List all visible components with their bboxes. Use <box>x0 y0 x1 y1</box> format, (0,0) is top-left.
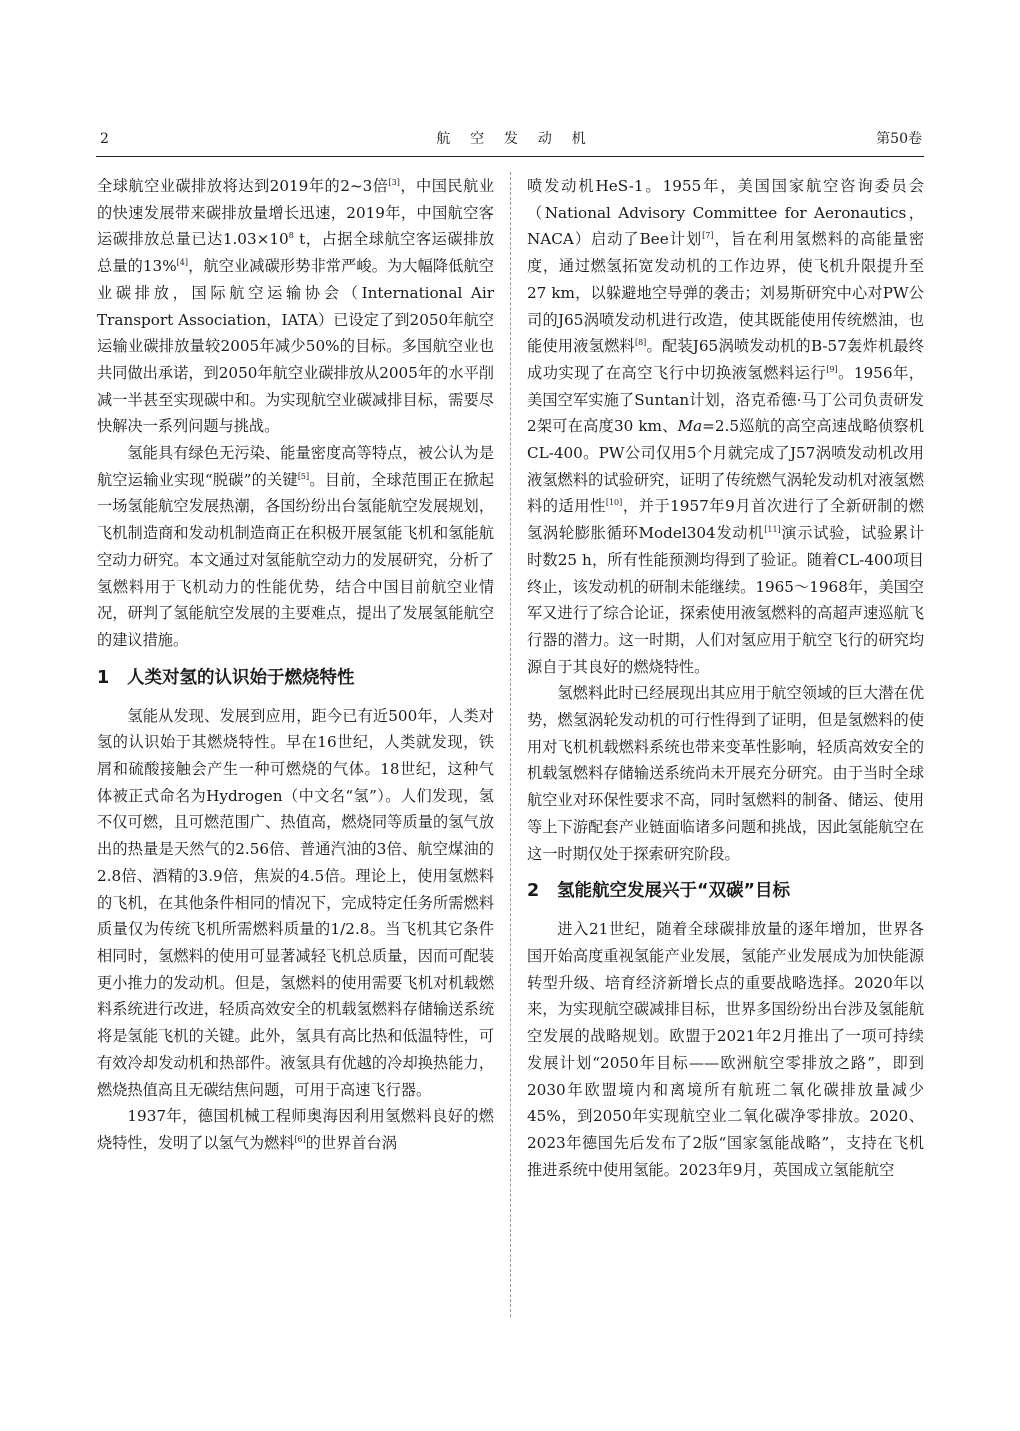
citation: [11] <box>764 525 781 535</box>
section-title: 氢能航空发展兴于“双碳”目标 <box>557 881 791 902</box>
paragraph: 氢能从发现、发展到应用，距今已有近500年，人类对氢的认识始于其燃烧特性。早在16世纪，人类就发现，铁屑和硫酸接触会产生一种可燃烧的气体。18世纪，这种气体被正式命名为Hydrogen（中文名“氢”）。人们发现，氢不仅可燃，且可燃范围广、热值高，燃烧同等质量的氢气放出的热量是天然气的2.56倍、普通汽油的3倍、航空煤油的2.8倍、酒精的3.9倍，焦炭的4.5倍。理论上，使用氢燃料的飞机，在其他条件相同的情况下，完成特定任务所需燃料质量仅为传统飞机所需燃料质量的1/2.8。当飞机其它条件相同时，氢燃料的使用可显著减轻飞机总质量，因而可配装更小推力的发动机。但是，氢燃料的使用需要飞机对机载燃料系统进行改进，轻质高效安全的机载氢燃料存储输送系统将是氢能飞机的关键。此外，氢具有高比热和低温特性，可有效冷却发动机和热部件。液氢具有优越的冷却换热能力，燃烧热值高且无碳结焦问题，可用于高速飞行器。 <box>97 706 494 1099</box>
left-column <box>97 173 494 1157</box>
column-divider <box>510 172 511 1317</box>
citation: [4] <box>176 258 188 268</box>
paragraph: 全球航空业碳排放将达到2019年的2~3倍[3]，中国民航业的快速发展带来碳排放量增长迅速，2019年，中国航空客运碳排放总量已达$1.03\times 10^8$ t，占据全球航空客运碳排放总量的13%[4]，航空业减碳形势非常严峻。为大幅降低航空业碳排放，国际航空运输协会（International Air Transport Association，IATA）已设定了到2050年航空运输业碳排放量较2005年减少50%的目标。多国航空业也共同做出承诺，到2050年航空业碳排放从2005年的水平削减一半甚至实现碳中和。为实现航空业碳减排目标，需要尽快解决一系列问题与挑战。 <box>97 177 495 436</box>
paragraph: 喷发动机HeS-1。1955年，美国国家航空咨询委员会（National Advisory Committee for Aeronautics，NACA）启动了Bee计划[7]，旨在利用氢燃料的高能量密度，通过燃氢拓宽发动机的工作边界，使飞机升限提升至27 km，以躲避地空导弹的袭击；刘易斯研究中心对PW公司的J65涡喷发动机进行改造，使其既能使用传统燃油，也能使用液氢燃料[8]。配装J65涡喷发动机的B-57轰炸机最终成功实现了在高空飞行中切换液氢燃料运行[9]。1956年，美国空军实施了Suntan计划，洛克希德·马丁公司负责研发2架可在高度30 km、Ma=2.5巡航的高空高速战略侦察机CL-400。PW公司仅用5个月就完成了J57涡喷发动机改用液氢燃料的试验研究，证明了传统燃气涡轮发动机对液氢燃料的适用性[10]，并于1957年9月首次进行了全新研制的燃氢涡轮膨胀循环Model304发动机[11]演示试验，试验累计时数25 h，所有性能预测均得到了验证。随着CL-400项目终止，该发动机的研制未能继续。1965～1968年，美国空军又进行了综合论证，探索使用液氢燃料的高超声速巡航飞行器的潜力。这一时期，人们对氢应用于航空飞行的研究均源自于其良好的燃烧特性。 <box>527 177 925 676</box>
mach-symbol: Ma <box>677 417 703 436</box>
volume-label: 第50卷 <box>876 131 922 147</box>
section-number: 2 <box>527 881 540 902</box>
section-number: 1 <box>97 667 110 688</box>
citation: [6] <box>294 1134 306 1144</box>
paragraph: 进入21世纪，随着全球碳排放量的逐年增加，世界各国开始高度重视氢能产业发展，氢能产业发展成为加快能源转型升级、培育经济新增长点的重要战略选择。2020年以来，为实现航空碳减排目标，世界多国纷纷出台涉及氢能航空发展的战略规划。欧盟于2021年2月推出了一项可持续发展计划“2050年目标——欧洲航空零排放之路”，即到2030年欧盟境内和离境所有航班二氧化碳排放量减少45%，到2050年实现航空业二氧化碳净零排放。2020、2023年德国先后发布了2版“国家氢能战略”，支持在飞机推进系统中使用氢能。2023年9月，英国成立氢能航空 <box>527 920 924 1179</box>
journal-title: 航 空 发 动 机 <box>436 131 594 147</box>
paragraph: 氢能具有绿色无污染、能量密度高等特点，被公认为是航空运输业实现“脱碳”的关键[5]。目前，全球范围正在掀起一场氢能航空发展热潮，各国纷纷出台氢能航空发展规划，飞机制造商和发动机制造商正在积极开展氢能飞机和氢能航空动力研究。本文通过对氢能航空动力的发展研究，分析了氢燃料用于飞机动力的性能优势，结合中国目前航空业情况，研判了氢能航空发展的主要难点，提出了发展氢能航空的建议措施。 <box>97 444 495 649</box>
citation: [10] <box>605 498 623 508</box>
section-heading <box>527 879 924 903</box>
citation: [7] <box>702 231 714 241</box>
page-number: 2 <box>100 131 109 147</box>
section-title: 人类对氢的认识始于燃烧特性 <box>127 667 355 688</box>
exponent: 8 <box>288 231 294 241</box>
paragraph: 氢燃料此时已经展现出其应用于航空领域的巨大潜在优势，燃氢涡轮发动机的可行性得到了证明，但是氢燃料的使用对飞机机载燃料系统也带来变革性影响，轻质高效安全的机载氢燃料存储输送系统尚未开展充分研究。由于当时全球航空业对环保性要求不高，同时氢燃料的制备、储运、使用等上下游配套产业链面临诸多问题和挑战，因此氢能航空在这一时期仅处于探索研究阶段。 <box>527 684 924 863</box>
citation: [9] <box>826 364 838 374</box>
paragraph: 1937年，德国机械工程师奥海因利用氢燃料良好的燃烧特性，发明了以氢气为燃料[6]的世界首台涡 <box>97 1107 494 1152</box>
citation: [5] <box>297 471 310 481</box>
citation: [8] <box>634 338 647 348</box>
citation: [3] <box>388 177 400 187</box>
header-rule <box>96 156 924 157</box>
section-heading <box>97 666 494 690</box>
right-column <box>527 173 924 1183</box>
running-header <box>100 129 922 153</box>
